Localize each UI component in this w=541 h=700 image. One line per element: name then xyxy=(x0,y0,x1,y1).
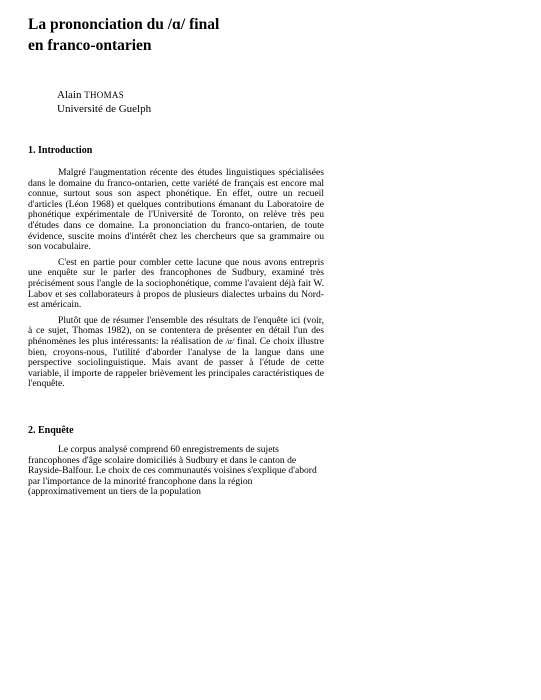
paragraph: Malgré l'augmentation récente des études linguistiques spécialisées dans le domaine du franco-ontarien, cette variété de français est encore mal connue, surtout sous son aspect phonétique. En effet, outre un recueil d'articles (Léon 1968) et quelques contributions émanant du Laboratoire de phonétique expérimentale de l'Université de Toronto, on relève très peu d'études dans ce domaine. La prononciation du franco-ontarien, de toute évidence, suscite moins d'intérêt chez les chercheurs que sa grammaire ou son vocabulaire. xyxy=(28,167,324,253)
paragraph-text: Plutôt que de résumer l'ensemble des résultats de l'enquête ici (voir, à ce sujet, Thomas 1982), on se contentera de présenter en détail l'un des phénomènes les plus intéressants: la réalisation de xyxy=(28,314,324,347)
author-last-name: THOMAS xyxy=(84,90,125,100)
section-heading-enquete: 2. Enquête xyxy=(28,425,74,436)
paragraph xyxy=(28,316,324,390)
phonetic-symbol: /ɑ/ xyxy=(225,336,235,346)
title-phonetic-symbol: /ɑ/ xyxy=(167,16,186,33)
paragraph: Le corpus analysé comprend 60 enregistrements de sujets francophones d'âge scolaire domiciliés à Sudbury et dans le canton de Rayside-Balfour. Le choix de ces communautés voisines s'explique d'abord par l'importance de la minorité francophone dans la région (approximativement un tiers de la population xyxy=(28,444,317,498)
paper-title xyxy=(28,14,328,56)
title-line-1 xyxy=(28,14,328,35)
section-body-introduction xyxy=(28,168,324,395)
title-text-before: La prononciation du xyxy=(28,16,164,33)
author-affiliation: Université de Guelph xyxy=(57,103,152,115)
section-body-enquete xyxy=(28,445,324,503)
author-block xyxy=(57,88,151,116)
title-line-2: en franco-ontarien xyxy=(28,37,152,54)
author-name xyxy=(57,88,151,102)
paragraph-text: final. Ce choix illustre bien, croyons-nous, l'utilité d'aborder l'analyse de la langue dans une perspective sociolinguistique. Mais avant de passer à l'étude de cette variable, il importe de rappeler brièvement les principales caractéristiques de l'enquête. xyxy=(28,335,325,390)
title-text-after: final xyxy=(189,16,220,33)
section-heading-introduction: 1. Introduction xyxy=(28,145,93,156)
author-first-name: Alain xyxy=(57,89,82,101)
paragraph: C'est en partie pour combler cette lacune que nous avons entrepris une enquête sur le parler des francophones de Sudbury, examiné très précisément sous l'angle de la sociophonétique, comme l'avaient déjà fait W. Labov et ses collaborateurs à propos de plusieurs dialectes urbains du Nord-est américain. xyxy=(28,256,324,311)
